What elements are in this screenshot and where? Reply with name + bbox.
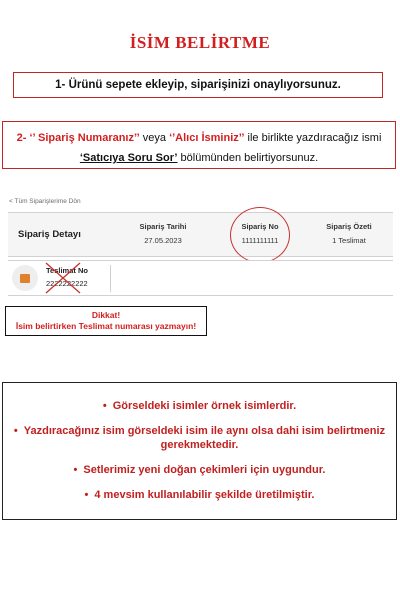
step-1-text: 1- Ürünü sepete ekleyip, siparişinizi onaylıyorsunuz. [55,79,341,91]
order-number-phrase: ‘’ Sipariş Numaranız’’ [29,132,140,144]
notes-box [2,382,397,520]
order-summary-column [314,222,384,245]
page-title: İSİM BELİRTME [129,33,271,52]
order-number-value: 1111111111 [241,236,279,245]
step-1-box [13,72,383,98]
note-item: • Setlerimiz yeni doğan çekimleri için uygundur. [73,464,326,476]
order-summary-value: 1 Teslimat [332,236,366,245]
warning-text: İsim belirtirken Teslimat numarası yazmayın! [15,321,197,331]
delivery-number-value: 2222222222 [46,279,88,288]
delivery-number-label: Teslimat No [46,266,88,275]
step-2-box [2,121,396,169]
note-item: • 4 mevsim kullanılabilir şekilde üretilmiştir. [84,489,315,501]
back-to-orders-link[interactable]: < Tüm Siparişlerime Dön [9,198,81,205]
notes-list [3,383,396,502]
delivery-row [8,260,393,296]
order-detail-panel [8,212,393,257]
order-detail-title: Sipariş Detayı [18,229,81,240]
step-2-text-1: veya [139,132,170,144]
note-item: • Görseldeki isimler örnek isimlerdir. [102,400,297,412]
ask-seller-phrase: ‘Satıcıya Soru Sor’ [79,152,178,164]
step-2-number: 2- [16,132,27,144]
step-2-text-2: ile birlikte yazdıracağız ismi [244,132,382,144]
note-item: • Yazdıracağınız isim görseldeki isim ile aynı olsa dahi isim belirtmeniz gerekmektedir. [13,425,386,451]
order-date-column [128,222,198,245]
cross-out-icon [42,261,84,295]
recipient-name-phrase: ‘’Alıcı İsminiz’’ [169,132,245,144]
package-icon [12,265,38,291]
order-date-label: Sipariş Tarihi [139,222,187,231]
step-2-text-3: bölümünden belirtiyorsunuz. [177,152,319,164]
order-date-value: 27.05.2023 [144,236,182,245]
order-summary-label: Sipariş Özeti [326,222,372,231]
delivery-divider [110,265,111,292]
order-number-label: Sipariş No [241,222,279,231]
warning-title: Dikkat! [91,310,121,320]
warning-box [5,306,207,336]
order-number-highlight-circle [230,207,290,263]
